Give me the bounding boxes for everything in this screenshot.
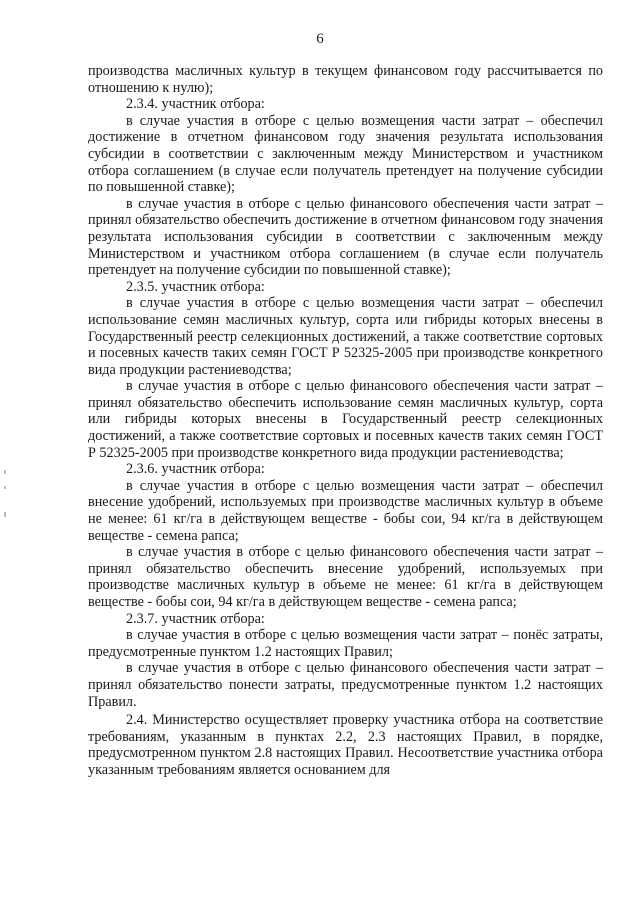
scan-margin-mark: [4, 470, 6, 474]
scan-margin-mark: [4, 512, 6, 517]
paragraph: в случае участия в отборе с целью возмещения части затрат – обеспечил использование семян масличных культур, сорта или гибриды которых внесены в Государственный реестр селекционных достижений, а также соответствие сортовых и посевных качеств таких семян ГОСТ Р 52325-2005 при производстве конкретного вида продукции растениеводства;: [88, 295, 603, 378]
paragraph: в случае участия в отборе с целью финансового обеспечения части затрат – принял обязательство обеспечить достижение в отчетном финансовом году значения результата использования субсидии в соответствии с заключенным между Министерством и участником отбора соглашением (в случае если получатель претендует на получение субсидии по повышенной ставке);: [88, 195, 603, 279]
paragraph: производства масличных культур в текущем финансовом году рассчитывается по отношению к нулю);: [88, 63, 603, 96]
paragraph: в случае участия в отборе с целью финансового обеспечения части затрат – принял обязательство обеспечить использование семян масличных культур, сорта или гибриды которых внесены в Государственный реестр селекционных достижений, а также соответствие сортовых и посевных качеств таких семян ГОСТ Р 52325-2005 при производстве конкретного вида продукции растениеводства;: [88, 378, 603, 461]
paragraph: в случае участия в отборе с целью финансового обеспечения части затрат – принял обязательство понести затраты, предусмотренные пунктом 1.2 настоящих Правил.: [88, 660, 603, 710]
paragraph: в случае участия в отборе с целью возмещения части затрат – обеспечил внесение удобрений, используемых при производстве масличных культур в объеме не менее: 61 кг/га в действующем веществе - бобы сои, 94 кг/га в действующем веществе - семена рапса;: [88, 477, 603, 544]
paragraph: 2.4. Министерство осуществляет проверку участника отбора на соответствие требованиям, указанным в пунктах 2.2, 2.3 настоящих Правил, в порядке, предусмотренном пунктом 2.8 настоящих Правил. Несоответствие участника отбора указанным требованиям является основанием для: [88, 712, 603, 778]
paragraph: в случае участия в отборе с целью финансового обеспечения части затрат – принял обязательство обеспечить внесение удобрений, используемых при производстве масличных культур в объеме не менее: 61 кг/га в действующем веществе - бобы сои, 94 кг/га в действующем веществе - семена рапса;: [88, 544, 603, 610]
page-number: 6: [316, 31, 324, 47]
paragraph: в случае участия в отборе с целью возмещения части затрат – понёс затраты, предусмотренные пунктом 1.2 настоящих Правил;: [88, 627, 603, 660]
paragraph: в случае участия в отборе с целью возмещения части затрат – обеспечил достижение в отчетном финансовом году значения результата использования субсидии в соответствии с заключенным между Министерством и участником отбора соглашением (в случае если получатель претендует на получение субсидии по повышенной ставке);: [88, 112, 603, 196]
clause-heading: 2.3.6. участник отбора:: [126, 461, 265, 478]
clause-heading: 2.3.7. участник отбора:: [126, 610, 265, 627]
clause-heading: 2.3.5. участник отбора:: [126, 278, 265, 295]
document-body: [88, 63, 603, 779]
clause-heading: 2.3.4. участник отбора:: [126, 96, 265, 113]
scan-margin-mark: [4, 486, 6, 489]
